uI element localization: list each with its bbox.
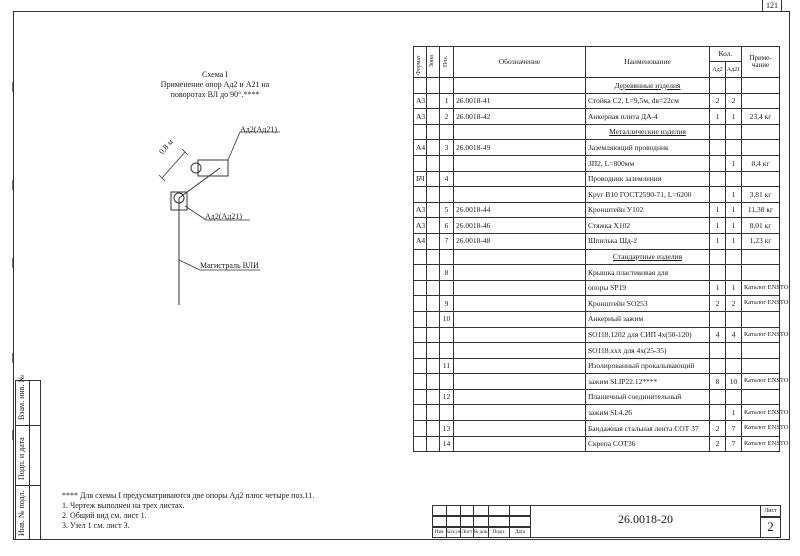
stamp-label-izm: Изм. (434, 530, 445, 535)
table-row (414, 421, 780, 437)
header-format: Формат (414, 47, 427, 78)
cell-format (414, 311, 427, 327)
cell-designation (454, 374, 586, 390)
cell-format (414, 155, 427, 171)
cell-format (414, 187, 427, 203)
cell-name: Бандажная стальная лента СОТ 37 (586, 421, 710, 437)
stamp-label-kol: Кол.уч. (446, 530, 462, 535)
section-title: Деревянные изделия (586, 78, 710, 94)
stamp-label-list: Лист (461, 530, 473, 535)
stamp-label-sign: Подп. (492, 530, 506, 535)
cell-qty-ad21: 1 (726, 202, 742, 218)
note-line: 3. Узел 1 см. лист 3. (62, 521, 130, 530)
schema-title (150, 70, 280, 100)
cell-qty-ad21: 1 (726, 405, 742, 421)
cell-qty-ad21: 1 (726, 233, 742, 249)
cell-pos: 11 (440, 358, 454, 374)
cell-zone (427, 233, 440, 249)
cell-designation (454, 265, 586, 281)
cell-format: А4 (414, 233, 427, 249)
cell-qty-ad21: 7 (726, 421, 742, 437)
cell-qty-ad21: 1 (726, 187, 742, 203)
cell-qty-ad2 (710, 155, 726, 171)
cell-format (414, 421, 427, 437)
cell-pos (440, 327, 454, 343)
section-row (414, 249, 780, 265)
cell-qty-ad2 (710, 358, 726, 374)
table-row (414, 233, 780, 249)
cell-designation: 26.0018-41 (454, 93, 586, 109)
cell-name: опоры SP19 (586, 280, 710, 296)
page-number-text: 121 (766, 1, 778, 10)
cell-format (414, 327, 427, 343)
cell-pos (440, 405, 454, 421)
cell-name: Кронштейн У102 (586, 202, 710, 218)
table-row (414, 218, 780, 234)
cell-designation (454, 296, 586, 312)
cell-name: Анкерный зажим (586, 311, 710, 327)
leader-bottom (185, 206, 206, 220)
notes-block (62, 491, 314, 531)
cell-zone (427, 296, 440, 312)
cell-qty-ad21: 1 (726, 155, 742, 171)
cell-zone (427, 155, 440, 171)
cell-zone (427, 311, 440, 327)
stamp-sheet-number: 2 (767, 519, 774, 534)
cell-qty-ad21 (726, 311, 742, 327)
cell-name: Скрепа СОТ36 (586, 436, 710, 452)
cell-qty-ad21: 2 (726, 296, 742, 312)
cell-name: SO118.ххх для 4х(25-35) (586, 343, 710, 359)
cell-name: Круг В10 ГОСТ2590-71, L=6200 (586, 187, 710, 203)
cell-format (414, 389, 427, 405)
cell-note: Каталог ENSTO (742, 405, 780, 421)
cell-format: А4 (414, 140, 427, 156)
cell-pos: 6 (440, 218, 454, 234)
table-row (414, 405, 780, 421)
section-row (414, 124, 780, 140)
stamp-row-line (432, 526, 531, 528)
cell-designation (454, 187, 586, 203)
table-row (414, 140, 780, 156)
stamp-sheet-divider (760, 516, 781, 518)
cell-pos (440, 374, 454, 390)
cell-format (414, 296, 427, 312)
cell-format (414, 265, 427, 281)
cell-note: Каталог ENSTO (742, 374, 780, 390)
cell-zone (427, 358, 440, 374)
cell-qty-ad2 (710, 265, 726, 281)
cell-name: Заземляющий проводник (586, 140, 710, 156)
cell-name: Изолированный прокалывающий (586, 358, 710, 374)
cell-format: А3 (414, 93, 427, 109)
spec-table (413, 46, 789, 452)
cell-format (414, 405, 427, 421)
cell-designation (454, 280, 586, 296)
cell-pos (440, 343, 454, 359)
cell-zone (427, 202, 440, 218)
cell-qty-ad2: 8 (710, 374, 726, 390)
cell-designation (454, 389, 586, 405)
header-qty-ad21: Ад21 (726, 62, 742, 78)
cell-name: Плашечный соединительный (586, 389, 710, 405)
table-row (414, 296, 780, 312)
cell-pos: 4 (440, 171, 454, 187)
cell-note: 23,4 кг (742, 109, 780, 125)
header-pos: Поз. (440, 47, 454, 78)
cell-qty-ad2: 1 (710, 280, 726, 296)
cell-designation: 26.0018-44 (454, 202, 586, 218)
cell-zone (427, 327, 440, 343)
cell-format (414, 343, 427, 359)
cell-note: Каталог ENSTO (742, 327, 780, 343)
cell-zone (427, 436, 440, 452)
schema-title-line: Схема I (202, 70, 228, 79)
cell-name: Проводник заземления (586, 171, 710, 187)
branch-line (179, 168, 220, 198)
cell-format (414, 280, 427, 296)
cell-pos: 1 (440, 93, 454, 109)
cell-qty-ad21: 1 (726, 218, 742, 234)
cell-pos: 7 (440, 233, 454, 249)
margin-mark (12, 82, 13, 92)
cell-designation (454, 343, 586, 359)
cell-qty-ad21: 4 (726, 327, 742, 343)
cell-designation (454, 405, 586, 421)
cell-name: Шпилька Шд-2 (586, 233, 710, 249)
left-stamp-strip-b (28, 380, 41, 540)
schema-label-bottom: Ад2(Ад21) (205, 212, 243, 221)
cell-qty-ad21 (726, 358, 742, 374)
cell-zone (427, 218, 440, 234)
cell-zone (427, 93, 440, 109)
cell-qty-ad2 (710, 343, 726, 359)
cell-pos (440, 280, 454, 296)
cell-zone (427, 187, 440, 203)
cell-zone (427, 389, 440, 405)
cell-zone (427, 421, 440, 437)
table-row (414, 171, 780, 187)
cell-note (742, 311, 780, 327)
cell-note (742, 171, 780, 187)
note-line: 2. Общий вид см. лист 1. (62, 511, 147, 520)
cell-qty-ad21 (726, 265, 742, 281)
cell-pos (440, 155, 454, 171)
cell-name: Стяжка Х102 (586, 218, 710, 234)
cell-pos: 12 (440, 389, 454, 405)
cell-zone (427, 374, 440, 390)
cell-qty-ad2: 1 (710, 233, 726, 249)
cell-designation (454, 311, 586, 327)
cell-designation (454, 155, 586, 171)
schema-title-line: Применение опор Ад2 и А21 на (160, 80, 270, 89)
cell-qty-ad2 (710, 311, 726, 327)
cell-note: Каталог ENSTO (742, 421, 780, 437)
cell-pos: 9 (440, 296, 454, 312)
cell-qty-ad2: 1 (710, 218, 726, 234)
cell-format: А3 (414, 202, 427, 218)
cell-pos: 10 (440, 311, 454, 327)
margin-mark (12, 353, 13, 363)
cell-pos: 2 (440, 109, 454, 125)
cell-qty-ad21 (726, 171, 742, 187)
table-row (414, 155, 780, 171)
cell-name: зажим SL4.26 (586, 405, 710, 421)
table-row (414, 93, 780, 109)
margin-mark (12, 258, 13, 268)
note-line: **** Для схемы I предусматриваются две опоры Ад2 плюс четыре поз.11. (62, 491, 315, 500)
cell-note (742, 358, 780, 374)
cell-note: Каталог ENSTO (742, 436, 780, 452)
cell-zone (427, 140, 440, 156)
cell-name: Крышка пластиковая для (586, 265, 710, 281)
schema-label-line: Магистраль ВЛИ (200, 261, 259, 270)
cell-format: БЧ (414, 171, 427, 187)
cell-note: 0,4 кг (742, 155, 780, 171)
cell-qty-ad2 (710, 187, 726, 203)
leader-top (228, 132, 240, 160)
cell-zone (427, 280, 440, 296)
header-zone: Зона (427, 47, 440, 78)
margin-label-sign-date: Подп. и дата (17, 437, 26, 480)
stamp-doc-number: 26.0018-20 (618, 512, 673, 526)
schema-dimension: 0,8 м (157, 137, 176, 157)
margin-mark (12, 180, 13, 190)
cell-name: Стойка С2, L=9,5м, dв=22см (586, 93, 710, 109)
table-row (414, 327, 780, 343)
cell-qty-ad21: 10 (726, 374, 742, 390)
cell-note: Каталог ENSTO (742, 296, 780, 312)
pole-top (191, 163, 201, 173)
cell-note: 3,81 кг (742, 187, 780, 203)
cell-format (414, 374, 427, 390)
cell-qty-ad21: 1 (726, 109, 742, 125)
cell-pos (440, 187, 454, 203)
header-designation: Обозначение (454, 47, 586, 78)
table-row (414, 389, 780, 405)
table-row (414, 187, 780, 203)
cell-note (742, 389, 780, 405)
note-line: 1. Чертеж выполнен на трех листах. (62, 501, 185, 510)
cell-note (742, 343, 780, 359)
cell-designation (454, 327, 586, 343)
stamp-label-doc: № док. (473, 530, 489, 535)
spec-body (414, 78, 789, 452)
dimension-line (162, 152, 185, 178)
cell-qty-ad2: 1 (710, 109, 726, 125)
title-block (432, 505, 781, 538)
schema-label-top: Ад2(Ад21) (240, 125, 278, 134)
cell-designation (454, 171, 586, 187)
stamp-label-date: Дата (515, 530, 525, 535)
schema-title-line: поворотах ВЛ до 90°.**** (170, 90, 260, 99)
cell-designation (454, 358, 586, 374)
cell-name: зажим SLIP22.12**** (586, 374, 710, 390)
cell-qty-ad2: 2 (710, 296, 726, 312)
cell-zone (427, 405, 440, 421)
cell-name: ЗП2, L=800мм (586, 155, 710, 171)
cell-qty-ad2: 4 (710, 327, 726, 343)
cell-note (742, 93, 780, 109)
cell-pos: 5 (440, 202, 454, 218)
cell-qty-ad21 (726, 140, 742, 156)
header-qty-ad2: Ад2 (710, 62, 726, 78)
left-stamp-divider (15, 485, 40, 486)
table-row (414, 109, 780, 125)
header-name: Наименование (586, 47, 710, 78)
cell-designation: 26.0018-48 (454, 233, 586, 249)
stamp-sheet-label: Лист (764, 508, 777, 514)
cell-zone (427, 343, 440, 359)
header-qty: Кол. (710, 47, 742, 62)
table-row (414, 280, 780, 296)
table-row (414, 311, 780, 327)
cell-qty-ad21: 7 (726, 436, 742, 452)
cell-pos: 3 (440, 140, 454, 156)
cell-format: А3 (414, 109, 427, 125)
cell-designation: 26.0018-46 (454, 218, 586, 234)
cell-qty-ad2 (710, 405, 726, 421)
cell-format: А3 (414, 218, 427, 234)
cell-qty-ad21: 2 (726, 93, 742, 109)
cell-zone (427, 171, 440, 187)
leader-line (179, 260, 200, 270)
cell-zone (427, 265, 440, 281)
cell-name: Анкерная плита ДА-4 (586, 109, 710, 125)
cell-designation: 26.0018-49 (454, 140, 586, 156)
cell-qty-ad2 (710, 171, 726, 187)
cell-designation (454, 436, 586, 452)
cell-note (742, 265, 780, 281)
section-row (414, 78, 780, 94)
margin-label-vzam: Взам. инв. № (17, 374, 26, 420)
cell-qty-ad2 (710, 140, 726, 156)
cell-qty-ad2: 1 (710, 202, 726, 218)
table-header-row (414, 47, 780, 62)
table-row (414, 436, 780, 452)
cell-name: SO118.1202 для СИП 4х(50-120) (586, 327, 710, 343)
cell-pos: 8 (440, 265, 454, 281)
cell-qty-ad2: 2 (710, 436, 726, 452)
cell-qty-ad2: 2 (710, 421, 726, 437)
table-row (414, 202, 780, 218)
table-row (414, 358, 780, 374)
cell-designation: 26.0018-42 (454, 109, 586, 125)
table-row (414, 374, 780, 390)
section-title: Металлические изделия (586, 124, 710, 140)
header-note: Приме-чание (742, 47, 780, 78)
cell-qty-ad21 (726, 343, 742, 359)
cell-pos: 14 (440, 436, 454, 452)
cell-note: Каталог ENSTO (742, 280, 780, 296)
table-row (414, 265, 780, 281)
cell-qty-ad2 (710, 389, 726, 405)
cell-pos: 13 (440, 421, 454, 437)
cell-note (742, 140, 780, 156)
cell-format (414, 358, 427, 374)
margin-label-inv-sub: Инв. № подл. (17, 490, 26, 536)
cell-note: 1,23 кг (742, 233, 780, 249)
page-number-box (762, 0, 782, 12)
cell-format (414, 436, 427, 452)
cell-qty-ad21 (726, 389, 742, 405)
cell-qty-ad21: 1 (726, 280, 742, 296)
cell-note: 8,01 кг (742, 218, 780, 234)
cell-qty-ad2: 2 (710, 93, 726, 109)
section-title: Стандартные изделия (586, 249, 710, 265)
cell-note: 11,38 кг (742, 202, 780, 218)
left-stamp-divider (15, 425, 40, 426)
cell-designation (454, 421, 586, 437)
cell-name: Кронштейн SO253 (586, 296, 710, 312)
margin-mark (12, 430, 13, 440)
cell-zone (427, 109, 440, 125)
table-row (414, 343, 780, 359)
stamp-row-line (432, 515, 531, 517)
